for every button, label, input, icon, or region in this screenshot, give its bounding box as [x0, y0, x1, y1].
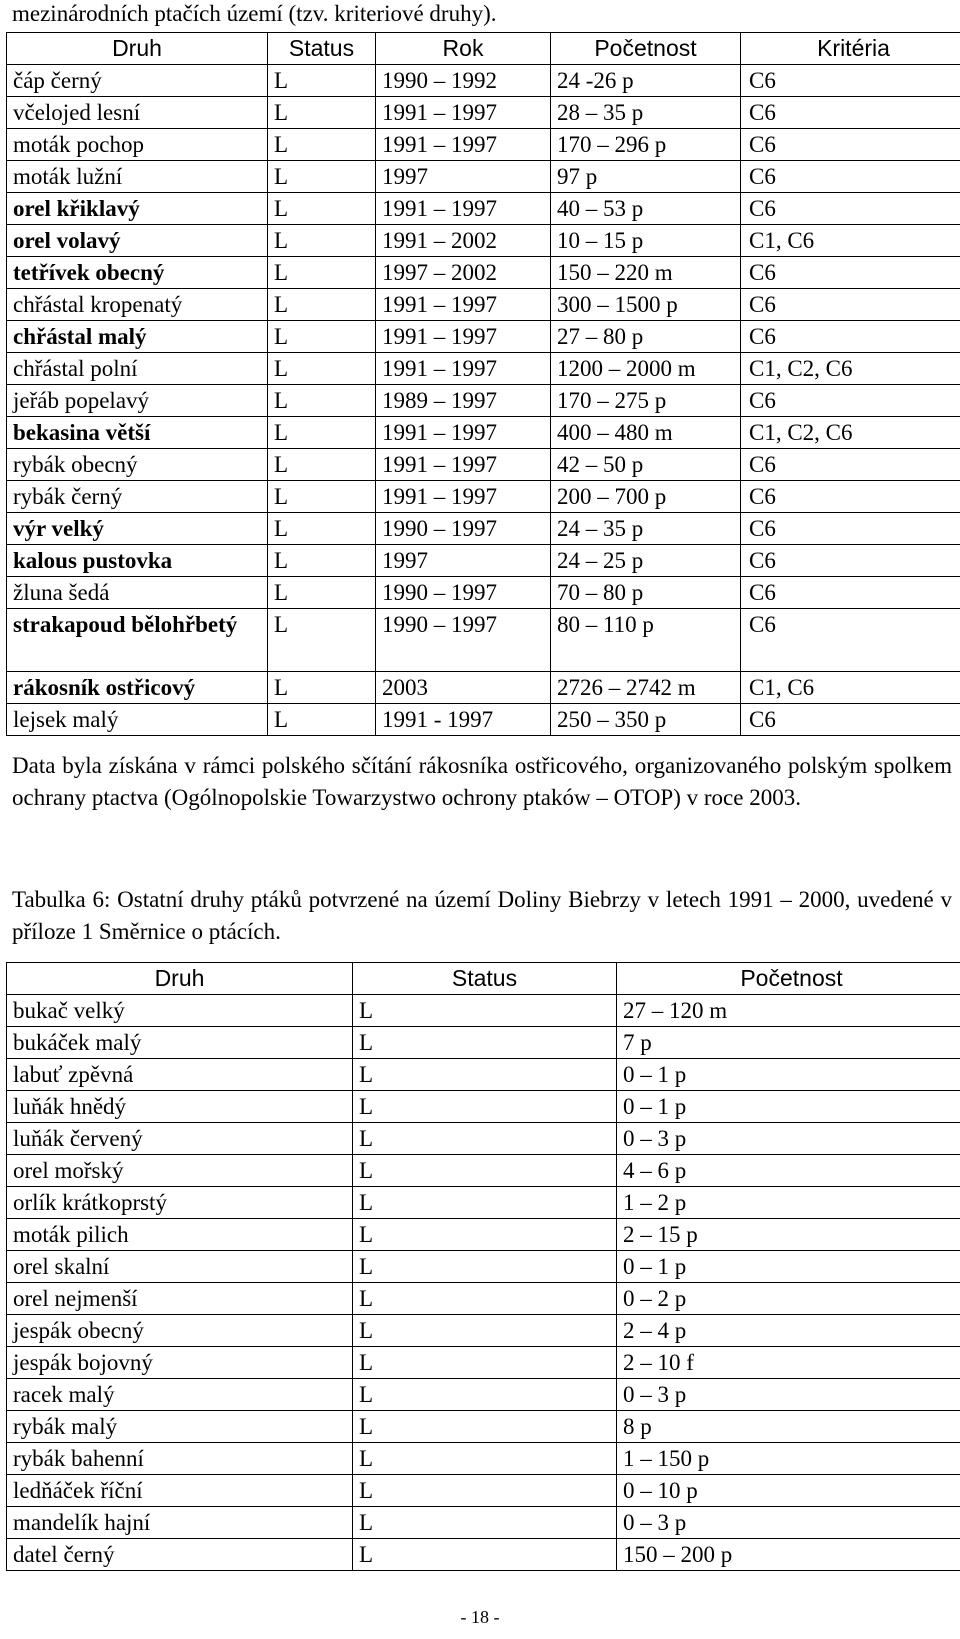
cell-status: L [353, 1219, 617, 1251]
table-row [7, 1443, 960, 1475]
cell-druh: chřástal malý [7, 321, 268, 353]
cell-druh: luňák hnědý [7, 1091, 353, 1123]
note-paragraph: Data byla získána v rámci polského sčítání rákosníka ostřicového, organizovaného polským spolkem ochrany ptactva (Ogólnopolskie Towarzystwo ochrony ptaków – OTOP) v roce 2003. [12, 753, 952, 810]
cell-pocetnost: 42 – 50 p [551, 449, 741, 481]
cell-kriteria: C6 [741, 481, 960, 513]
cell-status: L [268, 417, 376, 449]
header-kriteria: Kritéria [741, 33, 960, 65]
cell-status: L [353, 1283, 617, 1315]
header-pocetnost: Početnost [617, 963, 960, 995]
intro-text: mezinárodních ptačích území (tzv. kriteriové druhy). [12, 1, 497, 26]
cell-druh: orel skalní [7, 1251, 353, 1283]
criteria-species-table [6, 32, 960, 736]
cell-druh: labuť zpěvná [7, 1059, 353, 1091]
cell-druh: jespák bojovný [7, 1347, 353, 1379]
cell-kriteria: C6 [741, 577, 960, 609]
cell-status: L [268, 193, 376, 225]
cell-pocetnost: 0 – 1 p [617, 1091, 960, 1123]
cell-status: L [268, 609, 376, 672]
cell-status: L [353, 1539, 617, 1571]
cell-druh: moták lužní [7, 161, 268, 193]
table-row [7, 577, 960, 609]
cell-druh: rybák malý [7, 1411, 353, 1443]
table-row [7, 1027, 960, 1059]
cell-pocetnost: 0 – 10 p [617, 1475, 960, 1507]
cell-druh: kalous pustovka [7, 545, 268, 577]
cell-status: L [268, 289, 376, 321]
cell-status: L [268, 129, 376, 161]
cell-pocetnost: 170 – 296 p [551, 129, 741, 161]
cell-pocetnost: 24 – 35 p [551, 513, 741, 545]
cell-druh: orlík krátkoprstý [7, 1187, 353, 1219]
cell-rok: 1991 – 1997 [376, 353, 551, 385]
cell-status: L [268, 225, 376, 257]
cell-pocetnost: 150 – 220 m [551, 257, 741, 289]
cell-rok: 1991 – 1997 [376, 97, 551, 129]
table-row [7, 609, 960, 672]
other-species-table [6, 962, 960, 1571]
cell-kriteria: C6 [741, 129, 960, 161]
cell-pocetnost: 24 – 25 p [551, 545, 741, 577]
table-row [7, 289, 960, 321]
table-row [7, 1091, 960, 1123]
table-row [7, 1475, 960, 1507]
table-row [7, 1219, 960, 1251]
cell-pocetnost: 7 p [617, 1027, 960, 1059]
cell-rok: 1991 – 1997 [376, 417, 551, 449]
cell-status: L [353, 1187, 617, 1219]
header-status: Status [268, 33, 376, 65]
cell-kriteria: C1, C6 [741, 225, 960, 257]
cell-rok: 1997 [376, 161, 551, 193]
cell-rok: 1997 [376, 545, 551, 577]
cell-druh: datel černý [7, 1539, 353, 1571]
cell-kriteria: C6 [741, 513, 960, 545]
cell-kriteria: C1, C2, C6 [741, 417, 960, 449]
cell-druh: orel nejmenší [7, 1283, 353, 1315]
cell-pocetnost: 250 – 350 p [551, 704, 741, 736]
cell-rok: 1991 – 1997 [376, 129, 551, 161]
table-row [7, 1155, 960, 1187]
table-row [7, 65, 960, 97]
cell-kriteria: C6 [741, 449, 960, 481]
cell-pocetnost: 400 – 480 m [551, 417, 741, 449]
cell-status: L [268, 97, 376, 129]
cell-kriteria: C6 [741, 321, 960, 353]
cell-druh: luňák červený [7, 1123, 353, 1155]
header-druh: Druh [7, 33, 268, 65]
table-row [7, 513, 960, 545]
header-pocetnost: Početnost [551, 33, 741, 65]
cell-rok: 1997 – 2002 [376, 257, 551, 289]
cell-druh: orel volavý [7, 225, 268, 257]
cell-status: L [353, 1251, 617, 1283]
cell-status: L [353, 1315, 617, 1347]
table-row [7, 417, 960, 449]
cell-druh: rybák černý [7, 481, 268, 513]
cell-status: L [268, 545, 376, 577]
cell-kriteria: C6 [741, 65, 960, 97]
cell-pocetnost: 0 – 3 p [617, 1379, 960, 1411]
cell-pocetnost: 200 – 700 p [551, 481, 741, 513]
cell-kriteria: C6 [741, 257, 960, 289]
cell-status: L [268, 481, 376, 513]
cell-status: L [353, 1123, 617, 1155]
cell-druh: lejsek malý [7, 704, 268, 736]
cell-kriteria: C6 [741, 193, 960, 225]
cell-status: L [268, 353, 376, 385]
cell-pocetnost: 170 – 275 p [551, 385, 741, 417]
cell-pocetnost: 27 – 120 m [617, 995, 960, 1027]
cell-status: L [353, 1347, 617, 1379]
cell-status: L [353, 1411, 617, 1443]
table-row [7, 1539, 960, 1571]
cell-druh: rybák bahenní [7, 1443, 353, 1475]
table-row [7, 1187, 960, 1219]
table-row [7, 257, 960, 289]
cell-rok: 2003 [376, 672, 551, 704]
table-row [7, 1123, 960, 1155]
cell-druh: moták pochop [7, 129, 268, 161]
header-status: Status [353, 963, 617, 995]
table-row [7, 672, 960, 704]
page-number: - 18 - [460, 1607, 500, 1627]
table-row [7, 1379, 960, 1411]
cell-rok: 1990 – 1997 [376, 609, 551, 672]
table-row [7, 1315, 960, 1347]
cell-status: L [268, 161, 376, 193]
table-row [7, 449, 960, 481]
cell-status: L [268, 449, 376, 481]
header-rok: Rok [376, 33, 551, 65]
cell-status: L [353, 1443, 617, 1475]
cell-druh: chřástal polní [7, 353, 268, 385]
cell-druh: chřástal kropenatý [7, 289, 268, 321]
cell-druh: tetřívek obecný [7, 257, 268, 289]
cell-rok: 1991 – 1997 [376, 289, 551, 321]
cell-druh: moták pilich [7, 1219, 353, 1251]
table-header-row [7, 33, 960, 65]
cell-pocetnost: 0 – 1 p [617, 1059, 960, 1091]
cell-rok: 1991 – 2002 [376, 225, 551, 257]
table-row [7, 1347, 960, 1379]
header-druh: Druh [7, 963, 353, 995]
table-row [7, 353, 960, 385]
cell-rok: 1990 – 1997 [376, 513, 551, 545]
cell-druh: orel křiklavý [7, 193, 268, 225]
cell-druh: strakapoud bělohřbetý [7, 609, 268, 672]
cell-status: L [353, 1379, 617, 1411]
cell-status: L [353, 1091, 617, 1123]
table-row [7, 995, 960, 1027]
cell-rok: 1990 – 1997 [376, 577, 551, 609]
cell-pocetnost: 97 p [551, 161, 741, 193]
cell-druh: orel mořský [7, 1155, 353, 1187]
cell-pocetnost: 40 – 53 p [551, 193, 741, 225]
cell-druh: rybák obecný [7, 449, 268, 481]
cell-druh: jespák obecný [7, 1315, 353, 1347]
cell-rok: 1991 – 1997 [376, 321, 551, 353]
cell-status: L [353, 995, 617, 1027]
cell-pocetnost: 10 – 15 p [551, 225, 741, 257]
table-row [7, 1411, 960, 1443]
cell-kriteria: C6 [741, 545, 960, 577]
table-header-row [7, 963, 960, 995]
cell-kriteria: C6 [741, 161, 960, 193]
cell-pocetnost: 0 – 2 p [617, 1283, 960, 1315]
cell-rok: 1991 - 1997 [376, 704, 551, 736]
cell-pocetnost: 70 – 80 p [551, 577, 741, 609]
cell-status: L [353, 1507, 617, 1539]
cell-pocetnost: 0 – 3 p [617, 1507, 960, 1539]
cell-status: L [353, 1027, 617, 1059]
cell-status: L [353, 1475, 617, 1507]
cell-status: L [268, 704, 376, 736]
cell-pocetnost: 2726 – 2742 m [551, 672, 741, 704]
cell-status: L [268, 672, 376, 704]
cell-rok: 1991 – 1997 [376, 449, 551, 481]
cell-druh: bekasina větší [7, 417, 268, 449]
cell-druh: ledňáček říční [7, 1475, 353, 1507]
cell-druh: bukač velký [7, 995, 353, 1027]
cell-pocetnost: 0 – 1 p [617, 1251, 960, 1283]
cell-kriteria: C1, C6 [741, 672, 960, 704]
cell-pocetnost: 2 – 4 p [617, 1315, 960, 1347]
cell-pocetnost: 1200 – 2000 m [551, 353, 741, 385]
table-row [7, 129, 960, 161]
cell-pocetnost: 24 -26 p [551, 65, 741, 97]
cell-pocetnost: 28 – 35 p [551, 97, 741, 129]
cell-status: L [268, 321, 376, 353]
cell-kriteria: C1, C2, C6 [741, 353, 960, 385]
cell-status: L [353, 1155, 617, 1187]
table-row [7, 161, 960, 193]
cell-druh: čáp černý [7, 65, 268, 97]
table-row [7, 704, 960, 736]
cell-rok: 1990 – 1992 [376, 65, 551, 97]
cell-pocetnost: 80 – 110 p [551, 609, 741, 672]
table-row [7, 385, 960, 417]
cell-pocetnost: 1 – 2 p [617, 1187, 960, 1219]
cell-status: L [353, 1059, 617, 1091]
cell-druh: výr velký [7, 513, 268, 545]
table-row [7, 193, 960, 225]
cell-pocetnost: 300 – 1500 p [551, 289, 741, 321]
cell-druh: mandelík hajní [7, 1507, 353, 1539]
cell-kriteria: C6 [741, 385, 960, 417]
cell-druh: jeřáb popelavý [7, 385, 268, 417]
cell-status: L [268, 257, 376, 289]
table-row [7, 481, 960, 513]
table-row [7, 1507, 960, 1539]
table-caption: Tabulka 6: Ostatní druhy ptáků potvrzené na území Doliny Biebrzy v letech 1991 – 2000, uvedené v příloze 1 Směrnice o ptácích. [12, 887, 952, 944]
cell-pocetnost: 150 – 200 p [617, 1539, 960, 1571]
cell-pocetnost: 2 – 10 f [617, 1347, 960, 1379]
cell-druh: bukáček malý [7, 1027, 353, 1059]
table-row [7, 1283, 960, 1315]
cell-status: L [268, 513, 376, 545]
cell-druh: racek malý [7, 1379, 353, 1411]
cell-druh: včelojed lesní [7, 97, 268, 129]
cell-status: L [268, 577, 376, 609]
table-row [7, 545, 960, 577]
cell-pocetnost: 8 p [617, 1411, 960, 1443]
cell-pocetnost: 27 – 80 p [551, 321, 741, 353]
table-row [7, 97, 960, 129]
cell-kriteria: C6 [741, 609, 960, 672]
cell-kriteria: C6 [741, 97, 960, 129]
cell-status: L [268, 385, 376, 417]
cell-druh: žluna šedá [7, 577, 268, 609]
cell-druh: rákosník ostřicový [7, 672, 268, 704]
table-row [7, 225, 960, 257]
cell-rok: 1989 – 1997 [376, 385, 551, 417]
cell-pocetnost: 1 – 150 p [617, 1443, 960, 1475]
cell-pocetnost: 4 – 6 p [617, 1155, 960, 1187]
cell-pocetnost: 2 – 15 p [617, 1219, 960, 1251]
cell-kriteria: C6 [741, 704, 960, 736]
cell-status: L [268, 65, 376, 97]
cell-rok: 1991 – 1997 [376, 193, 551, 225]
cell-rok: 1991 – 1997 [376, 481, 551, 513]
cell-kriteria: C6 [741, 289, 960, 321]
cell-pocetnost: 0 – 3 p [617, 1123, 960, 1155]
table-row [7, 321, 960, 353]
table-row [7, 1059, 960, 1091]
table-row [7, 1251, 960, 1283]
